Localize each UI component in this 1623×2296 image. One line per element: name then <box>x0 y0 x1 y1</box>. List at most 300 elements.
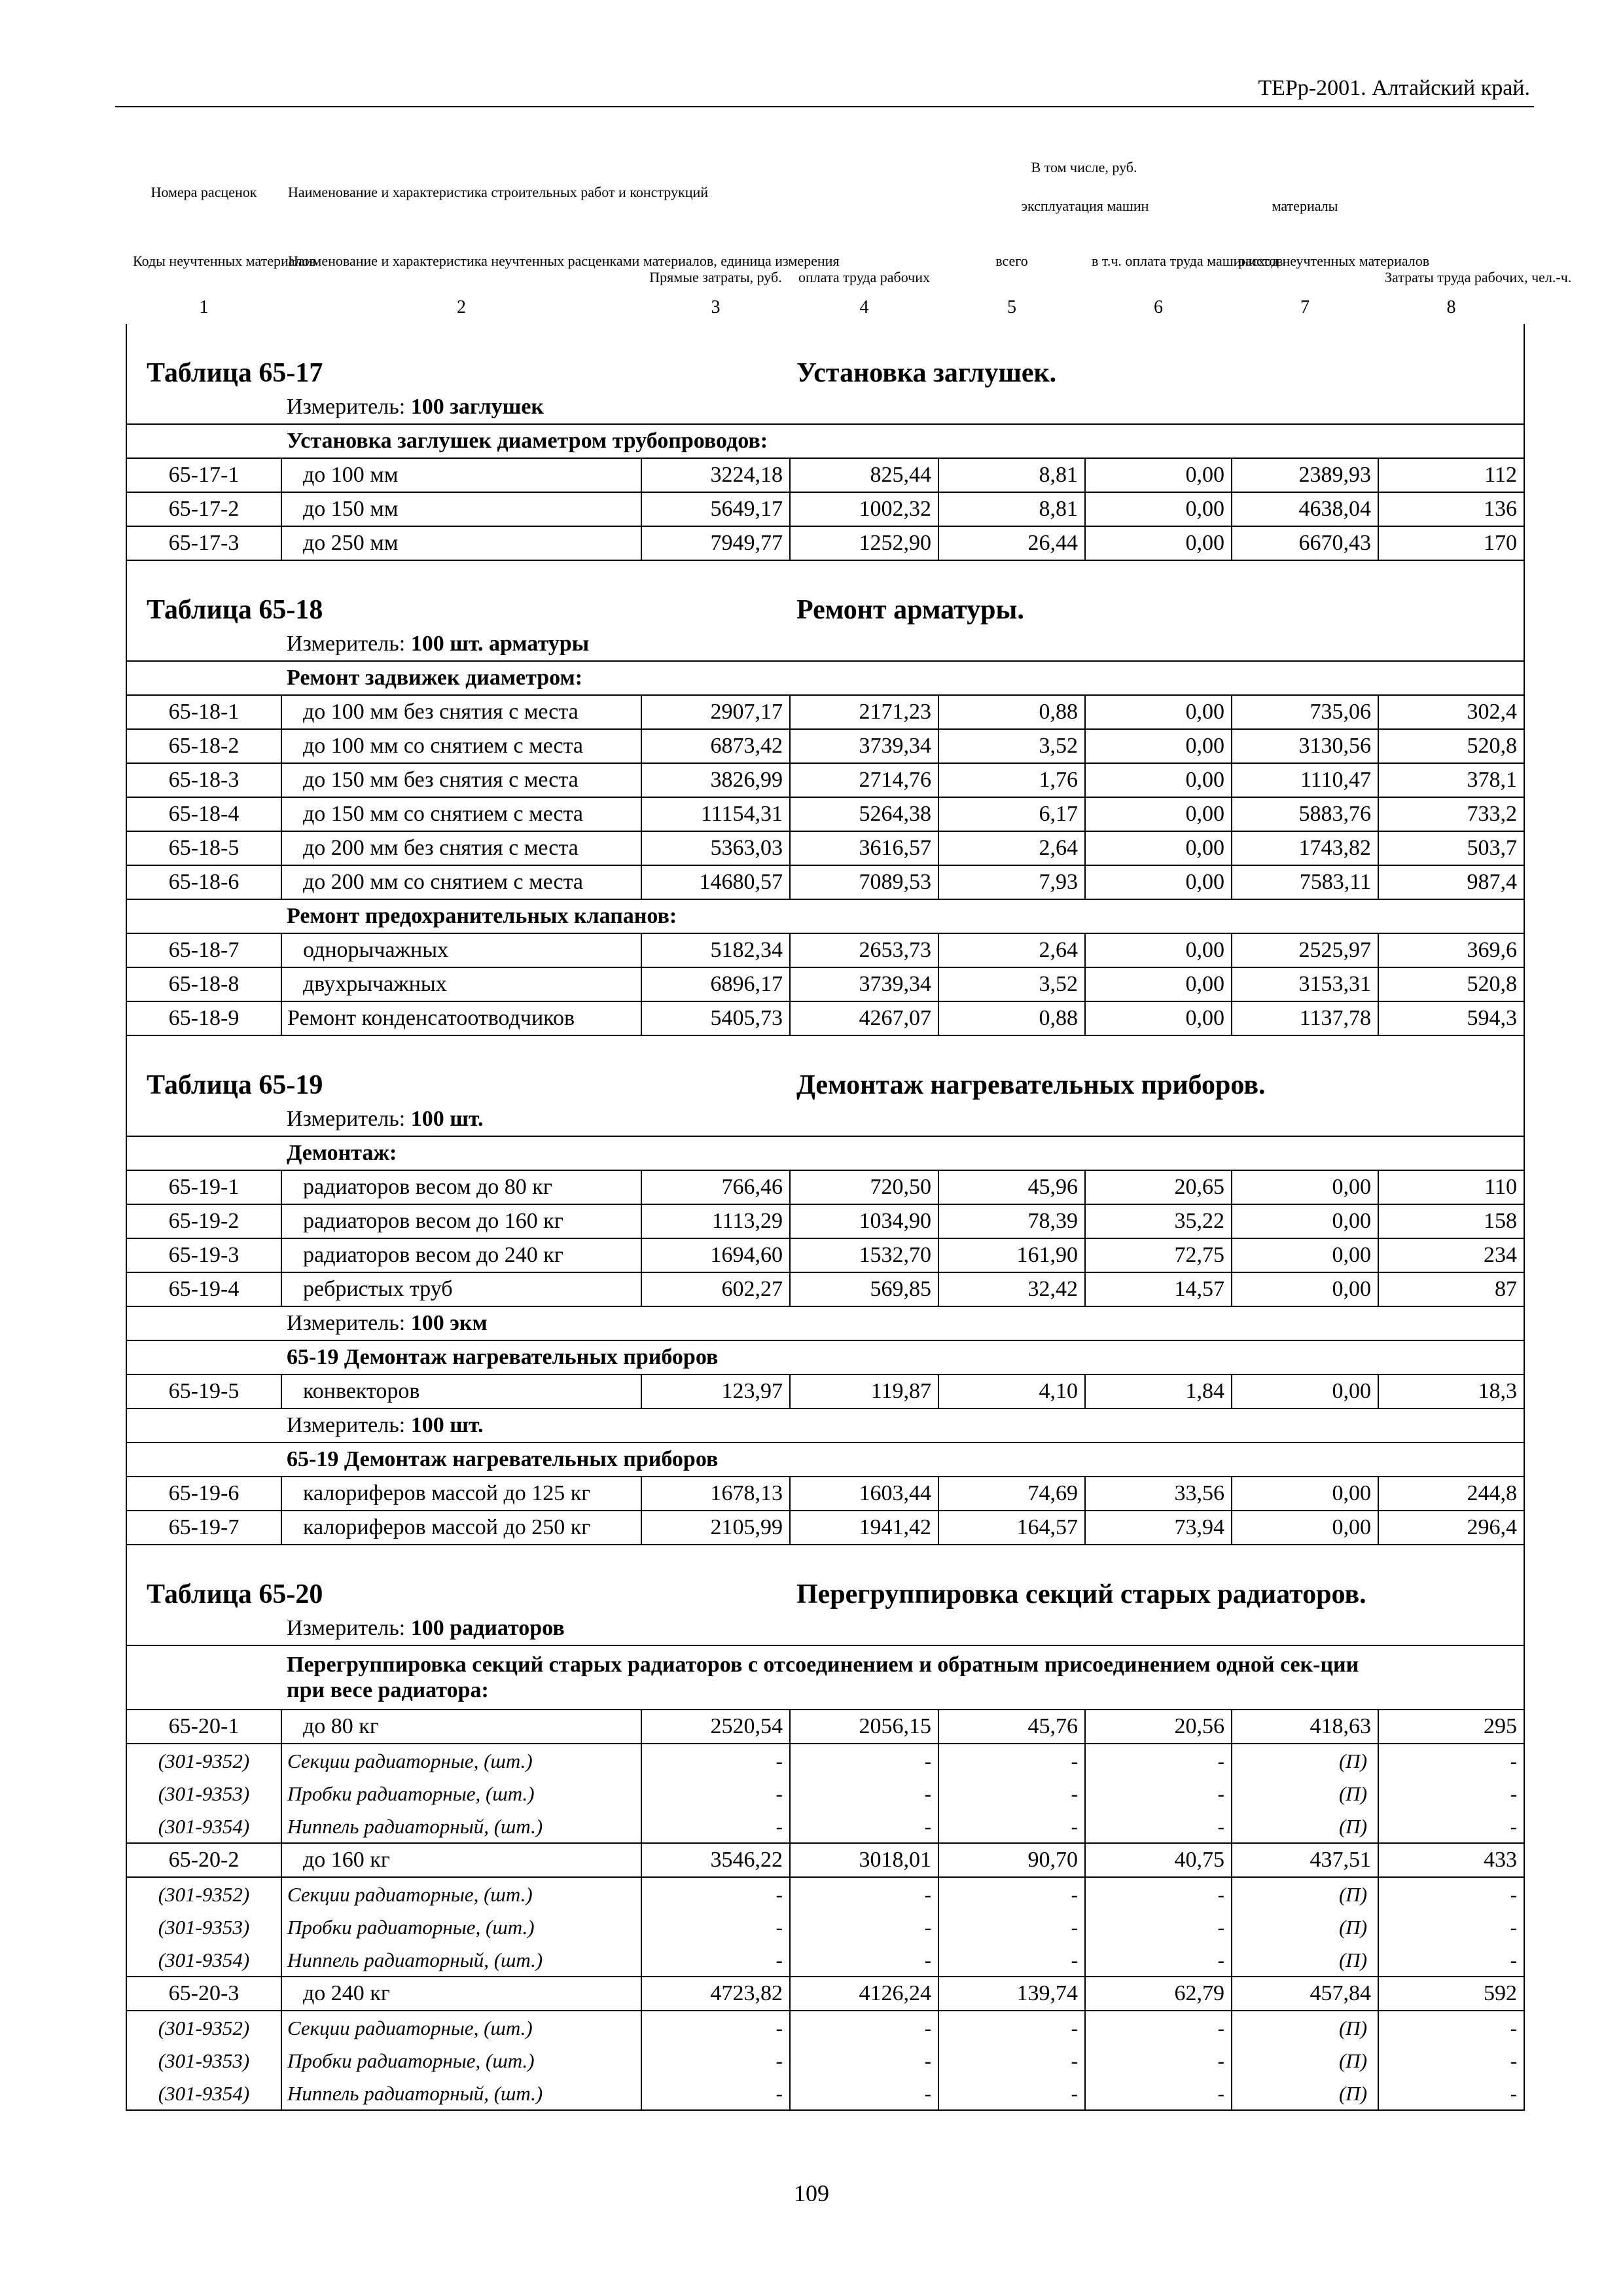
incl-header: В том числе, руб. <box>1031 159 1137 175</box>
rate-name: ребристых труб <box>281 1272 641 1306</box>
material-value: - <box>938 1877 1085 1910</box>
rate-value: 20,65 <box>1085 1170 1232 1204</box>
rate-value: 0,88 <box>938 1001 1085 1035</box>
rate-code: 65-20-2 <box>126 1843 281 1877</box>
measure-cell <box>281 1612 1378 1645</box>
rate-name: конвекторов <box>281 1374 641 1408</box>
rate-name: до 200 мм со снятием с места <box>281 865 641 899</box>
rate-code: 65-17-3 <box>126 526 281 560</box>
rate-name: радиаторов весом до 80 кг <box>281 1170 641 1204</box>
material-row <box>126 2044 1524 2077</box>
measure-empty-cell <box>126 628 281 661</box>
material-value: - <box>938 2077 1085 2110</box>
material-value: - <box>938 1810 1085 1843</box>
rate-value: 1603,44 <box>790 1477 938 1511</box>
section-row <box>126 899 1524 933</box>
material-value: - <box>1085 1777 1232 1810</box>
rate-name: до 240 кг <box>281 1977 641 2011</box>
rate-code: 65-20-3 <box>126 1977 281 2011</box>
rate-value: 3616,57 <box>790 831 938 865</box>
rate-value: 110 <box>1378 1170 1524 1204</box>
rate-value: 0,00 <box>1232 1374 1378 1408</box>
rate-value: 1113,29 <box>641 1204 790 1238</box>
rate-value: 123,97 <box>641 1374 790 1408</box>
rate-value: 6670,43 <box>1232 526 1378 560</box>
rate-value: 7949,77 <box>641 526 790 560</box>
rate-value: 5264,38 <box>790 797 938 831</box>
measure-cell <box>281 1103 1378 1136</box>
rate-value: 45,76 <box>938 1710 1085 1744</box>
table-label: Таблица 65-20 <box>126 1545 790 1612</box>
column-numbers-row <box>126 291 1524 324</box>
material-value: (П) <box>1232 1744 1378 1777</box>
material-value: - <box>1085 2077 1232 2110</box>
rate-code: 65-19-7 <box>126 1511 281 1545</box>
rate-value: 139,74 <box>938 1977 1085 2011</box>
material-value: - <box>1378 1877 1524 1910</box>
material-value: - <box>938 1910 1085 1943</box>
rate-value: 3,52 <box>938 967 1085 1001</box>
rate-value: 1694,60 <box>641 1238 790 1272</box>
rate-value: 62,79 <box>1085 1977 1232 2011</box>
material-value: - <box>1378 2044 1524 2077</box>
rate-name: однорычажных <box>281 933 641 967</box>
rate-value: 503,7 <box>1378 831 1524 865</box>
material-code: (301-9354) <box>126 1810 281 1843</box>
rate-row <box>126 797 1524 831</box>
rate-value: 2907,17 <box>641 695 790 729</box>
table-title-row <box>126 324 1524 391</box>
material-value: - <box>938 1943 1085 1977</box>
rate-value: 119,87 <box>790 1374 938 1408</box>
material-value: - <box>1085 1744 1232 1777</box>
rate-value: 14,57 <box>1085 1272 1232 1306</box>
rate-row <box>126 933 1524 967</box>
rate-value: 4126,24 <box>790 1977 938 2011</box>
rate-value: 3739,34 <box>790 967 938 1001</box>
rate-value: 2714,76 <box>790 763 938 797</box>
rate-value: 457,84 <box>1232 1977 1378 2011</box>
rate-value: 33,56 <box>1085 1477 1232 1511</box>
material-name: Секции радиаторные, (шт.) <box>281 1877 641 1910</box>
section-empty-cell <box>126 1340 281 1374</box>
running-header-text: ТЕРр-2001. Алтайский край. <box>1258 76 1530 100</box>
material-value: - <box>790 1810 938 1843</box>
rate-code: 65-19-6 <box>126 1477 281 1511</box>
rate-value: 0,00 <box>1085 933 1232 967</box>
material-value: - <box>790 1744 938 1777</box>
rate-code: 65-18-6 <box>126 865 281 899</box>
rate-name: до 160 кг <box>281 1843 641 1877</box>
rate-value: 73,94 <box>1085 1511 1232 1545</box>
measure-value: 100 шт. арматуры <box>410 632 590 656</box>
rate-name: до 100 мм <box>281 458 641 492</box>
column-number: 2 <box>457 297 466 317</box>
rate-value: 18,3 <box>1378 1374 1524 1408</box>
rate-value: 3018,01 <box>790 1843 938 1877</box>
measure-label: Измеритель: <box>287 1311 406 1335</box>
measure-empty-cell <box>126 1103 281 1136</box>
rate-row <box>126 1977 1524 2011</box>
rate-value: 1252,90 <box>790 526 938 560</box>
rate-value: 1,84 <box>1085 1374 1232 1408</box>
rate-value: 11154,31 <box>641 797 790 831</box>
material-value: - <box>1085 1910 1232 1943</box>
rate-value: 170 <box>1378 526 1524 560</box>
material-value: - <box>641 1943 790 1977</box>
rate-code: 65-18-4 <box>126 797 281 831</box>
material-row <box>126 1943 1524 1977</box>
machines-header: эксплуатация машин <box>1021 198 1149 214</box>
rate-value: 720,50 <box>790 1170 938 1204</box>
section-row <box>126 424 1524 458</box>
rate-code: 65-18-5 <box>126 831 281 865</box>
section-empty-cell <box>1378 1645 1524 1710</box>
material-value: - <box>790 1910 938 1943</box>
rate-value: 1941,42 <box>790 1511 938 1545</box>
measure-value: 100 экм <box>410 1311 488 1335</box>
measure-empty-cell <box>1378 628 1524 661</box>
material-value: (П) <box>1232 1810 1378 1843</box>
rate-value: 592 <box>1378 1977 1524 2011</box>
rate-code: 65-18-2 <box>126 729 281 763</box>
rate-value: 40,75 <box>1085 1843 1232 1877</box>
material-name: Пробки радиаторные, (шт.) <box>281 2044 641 2077</box>
material-value: - <box>641 1744 790 1777</box>
rate-value: 161,90 <box>938 1238 1085 1272</box>
material-value: (П) <box>1232 1777 1378 1810</box>
section-empty-cell <box>126 899 281 933</box>
material-row <box>126 1810 1524 1843</box>
rate-row <box>126 1511 1524 1545</box>
col4-header: оплата труда рабочих <box>798 269 930 285</box>
section-row <box>126 1136 1524 1170</box>
table-label: Таблица 65-17 <box>126 324 790 391</box>
rate-row <box>126 1710 1524 1744</box>
rate-value: 164,57 <box>938 1511 1085 1545</box>
rate-value: 0,00 <box>1085 492 1232 526</box>
rate-value: 4,10 <box>938 1374 1085 1408</box>
material-value: - <box>790 1943 938 1977</box>
rate-value: 74,69 <box>938 1477 1085 1511</box>
table-title-row <box>126 1035 1524 1103</box>
rate-code: 65-20-1 <box>126 1710 281 1744</box>
rate-name: Ремонт конденсатоотводчиков <box>281 1001 641 1035</box>
measure-empty-cell <box>126 1408 281 1443</box>
rate-value: 3546,22 <box>641 1843 790 1877</box>
rate-value: 0,00 <box>1232 1272 1378 1306</box>
rate-value: 735,06 <box>1232 695 1378 729</box>
section-empty-cell <box>126 1136 281 1170</box>
rate-value: 4638,04 <box>1232 492 1378 526</box>
rate-name: калориферов массой до 125 кг <box>281 1477 641 1511</box>
rate-code: 65-19-4 <box>126 1272 281 1306</box>
rate-code: 65-18-3 <box>126 763 281 797</box>
rate-row <box>126 492 1524 526</box>
rate-value: 6896,17 <box>641 967 790 1001</box>
rate-value: 0,00 <box>1085 729 1232 763</box>
materials-header: материалы <box>1272 198 1338 214</box>
table-label: Таблица 65-18 <box>126 560 790 628</box>
rate-value: 2,64 <box>938 933 1085 967</box>
rate-value: 1002,32 <box>790 492 938 526</box>
rate-code: 65-19-3 <box>126 1238 281 1272</box>
section-row <box>126 661 1524 695</box>
rate-value: 0,00 <box>1232 1477 1378 1511</box>
material-value: (П) <box>1232 2077 1378 2110</box>
rate-row <box>126 458 1524 492</box>
rate-value: 2520,54 <box>641 1710 790 1744</box>
material-code: (301-9354) <box>126 1943 281 1977</box>
column-number: 5 <box>1007 297 1016 317</box>
rate-value: 295 <box>1378 1710 1524 1744</box>
section-title: 65-19 Демонтаж нагревательных приборов <box>281 1340 1378 1374</box>
section-title: Установка заглушек диаметром трубопроводов: <box>281 424 1378 458</box>
column-number: 6 <box>1154 297 1163 317</box>
rate-row <box>126 1843 1524 1877</box>
rate-name: до 100 мм без снятия с места <box>281 695 641 729</box>
material-value: - <box>938 2011 1085 2044</box>
material-value: - <box>1378 1810 1524 1843</box>
material-value: - <box>790 2044 938 2077</box>
measure-row <box>126 1306 1524 1340</box>
rate-code: 65-18-8 <box>126 967 281 1001</box>
rate-value: 7,93 <box>938 865 1085 899</box>
table-body <box>126 324 1524 2110</box>
rate-value: 0,00 <box>1085 695 1232 729</box>
material-name: Пробки радиаторные, (шт.) <box>281 1777 641 1810</box>
rate-value: 8,81 <box>938 492 1085 526</box>
material-value: - <box>790 1777 938 1810</box>
rate-value: 3826,99 <box>641 763 790 797</box>
rate-code: 65-18-7 <box>126 933 281 967</box>
material-name: Ниппель радиаторный, (шт.) <box>281 2077 641 2110</box>
column-number: 8 <box>1446 297 1456 317</box>
rate-value: 158 <box>1378 1204 1524 1238</box>
section-title: Ремонт предохранительных клапанов: <box>281 899 1378 933</box>
rate-name: до 100 мм со снятием с места <box>281 729 641 763</box>
material-value: - <box>1378 2011 1524 2044</box>
table-title: Ремонт арматуры. <box>790 560 1524 628</box>
section-empty-cell <box>126 1443 281 1477</box>
material-row <box>126 2011 1524 2044</box>
material-row <box>126 1877 1524 1910</box>
rate-row <box>126 729 1524 763</box>
rate-value: 0,00 <box>1232 1204 1378 1238</box>
material-value: - <box>1378 2077 1524 2110</box>
rate-name: до 80 кг <box>281 1710 641 1744</box>
rate-value: 2525,97 <box>1232 933 1378 967</box>
material-name: Ниппель радиаторный, (шт.) <box>281 1943 641 1977</box>
material-value: - <box>641 2011 790 2044</box>
rate-value: 244,8 <box>1378 1477 1524 1511</box>
rate-value: 5405,73 <box>641 1001 790 1035</box>
material-name: Секции радиаторные, (шт.) <box>281 1744 641 1777</box>
section-empty-cell <box>1378 1136 1524 1170</box>
rate-value: 1034,90 <box>790 1204 938 1238</box>
rate-value: 302,4 <box>1378 695 1524 729</box>
rate-value: 2056,15 <box>790 1710 938 1744</box>
table-title: Установка заглушек. <box>790 324 1524 391</box>
rate-value: 0,00 <box>1232 1170 1378 1204</box>
rate-code: 65-18-1 <box>126 695 281 729</box>
rate-value: 0,00 <box>1085 526 1232 560</box>
rate-value: 3153,31 <box>1232 967 1378 1001</box>
material-value: - <box>1378 1910 1524 1943</box>
rate-row <box>126 1272 1524 1306</box>
table-title: Демонтаж нагревательных приборов. <box>790 1035 1524 1103</box>
column-number: 4 <box>859 297 869 317</box>
section-empty-cell <box>1378 1443 1524 1477</box>
material-value: - <box>790 2011 938 2044</box>
section-title: Перегруппировка секций старых радиаторов с отсоединением и обратным присоединением одной сек-ции при весе радиатора: <box>281 1645 1378 1710</box>
measure-value: 100 заглушек <box>410 395 544 419</box>
material-value: - <box>938 1777 1085 1810</box>
material-code: (301-9353) <box>126 1910 281 1943</box>
rate-value: 594,3 <box>1378 1001 1524 1035</box>
material-value: - <box>641 1810 790 1843</box>
col1-header-bottom: Коды неучтенных материалов <box>133 253 317 269</box>
rate-value: 78,39 <box>938 1204 1085 1238</box>
material-value: - <box>790 2077 938 2110</box>
rate-value: 2389,93 <box>1232 458 1378 492</box>
rate-value: 1678,13 <box>641 1477 790 1511</box>
measure-label: Измеритель: <box>287 1413 406 1437</box>
material-value: - <box>1378 1744 1524 1777</box>
rate-value: 825,44 <box>790 458 938 492</box>
page-number: 109 <box>794 2180 829 2206</box>
section-row <box>126 1340 1524 1374</box>
rate-name: радиаторов весом до 160 кг <box>281 1204 641 1238</box>
rate-row <box>126 1170 1524 1204</box>
table-title-row <box>126 560 1524 628</box>
rate-name: до 200 мм без снятия с места <box>281 831 641 865</box>
rate-value: 112 <box>1378 458 1524 492</box>
material-value: - <box>641 1777 790 1810</box>
rate-value: 3224,18 <box>641 458 790 492</box>
material-value: - <box>641 2077 790 2110</box>
rate-value: 0,00 <box>1085 831 1232 865</box>
material-row <box>126 2077 1524 2110</box>
material-code: (301-9353) <box>126 1777 281 1810</box>
material-value: - <box>790 1877 938 1910</box>
measure-label: Измеритель: <box>287 632 406 656</box>
rate-value: 0,00 <box>1232 1511 1378 1545</box>
rate-value: 766,46 <box>641 1170 790 1204</box>
material-value: (П) <box>1232 2011 1378 2044</box>
rate-value: 2,64 <box>938 831 1085 865</box>
table-title: Перегруппировка секций старых радиаторов. <box>790 1545 1524 1612</box>
rate-value: 5182,34 <box>641 933 790 967</box>
measure-row <box>126 628 1524 661</box>
rate-value: 0,88 <box>938 695 1085 729</box>
rate-value: 437,51 <box>1232 1843 1378 1877</box>
measure-label: Измеритель: <box>287 395 406 419</box>
col2-header-bottom: Наименование и характеристика неучтенных расценками материалов, единица измерения <box>288 253 840 269</box>
material-value: - <box>1085 1943 1232 1977</box>
rate-value: 0,00 <box>1085 1001 1232 1035</box>
running-header <box>115 73 1534 107</box>
section-row <box>126 1645 1524 1710</box>
rate-value: 87 <box>1378 1272 1524 1306</box>
rate-value: 369,6 <box>1378 933 1524 967</box>
rate-value: 45,96 <box>938 1170 1085 1204</box>
rate-value: 136 <box>1378 492 1524 526</box>
section-empty-cell <box>1378 1340 1524 1374</box>
col5-header: всего <box>995 253 1028 269</box>
measure-row <box>126 1103 1524 1136</box>
material-value: (П) <box>1232 1877 1378 1910</box>
material-name: Секции радиаторные, (шт.) <box>281 2011 641 2044</box>
section-title: Ремонт задвижек диаметром: <box>281 661 1378 695</box>
material-value: (П) <box>1232 1910 1378 1943</box>
material-value: - <box>938 1744 1085 1777</box>
rates-table <box>126 154 1572 2111</box>
material-row <box>126 1744 1524 1777</box>
rate-value: 418,63 <box>1232 1710 1378 1744</box>
measure-value: 100 шт. <box>410 1413 484 1437</box>
section-title: Демонтаж: <box>281 1136 1378 1170</box>
rate-name: до 150 мм со снятием с места <box>281 797 641 831</box>
rate-value: 5883,76 <box>1232 797 1378 831</box>
rate-value: 1532,70 <box>790 1238 938 1272</box>
rate-value: 8,81 <box>938 458 1085 492</box>
section-empty-cell <box>126 424 281 458</box>
rate-value: 433 <box>1378 1843 1524 1877</box>
rate-value: 72,75 <box>1085 1238 1232 1272</box>
rate-name: калориферов массой до 250 кг <box>281 1511 641 1545</box>
rate-row <box>126 967 1524 1001</box>
rate-value: 2653,73 <box>790 933 938 967</box>
section-title: 65-19 Демонтаж нагревательных приборов <box>281 1443 1378 1477</box>
measure-empty-cell <box>1378 1612 1524 1645</box>
rate-value: 1110,47 <box>1232 763 1378 797</box>
measure-row <box>126 1408 1524 1443</box>
rate-row <box>126 1204 1524 1238</box>
measure-row <box>126 391 1524 424</box>
rate-value: 3,52 <box>938 729 1085 763</box>
rate-value: 4723,82 <box>641 1977 790 2011</box>
section-empty-cell <box>126 1645 281 1710</box>
rate-code: 65-17-2 <box>126 492 281 526</box>
material-row <box>126 1910 1524 1943</box>
rate-row <box>126 1238 1524 1272</box>
column-number: 3 <box>711 297 721 317</box>
rate-value: 296,4 <box>1378 1511 1524 1545</box>
rate-value: 3130,56 <box>1232 729 1378 763</box>
col7-header: расход неучтенных материалов <box>1238 253 1430 269</box>
rate-value: 987,4 <box>1378 865 1524 899</box>
material-value: - <box>1378 1943 1524 1977</box>
material-name: Пробки радиаторные, (шт.) <box>281 1910 641 1943</box>
rate-name: до 150 мм без снятия с места <box>281 763 641 797</box>
material-code: (301-9353) <box>126 2044 281 2077</box>
material-code: (301-9352) <box>126 2011 281 2044</box>
measure-empty-cell <box>1378 391 1524 424</box>
measure-empty-cell <box>1378 1408 1524 1443</box>
rate-row <box>126 865 1524 899</box>
col3-header: Прямые затраты, руб. <box>649 269 782 285</box>
rate-value: 520,8 <box>1378 967 1524 1001</box>
rate-value: 0,00 <box>1085 797 1232 831</box>
rate-value: 26,44 <box>938 526 1085 560</box>
rate-row <box>126 695 1524 729</box>
rate-value: 5649,17 <box>641 492 790 526</box>
col2-header-top: Наименование и характеристика строительных работ и конструкций <box>288 184 709 200</box>
section-empty-cell <box>1378 661 1524 695</box>
section-empty-cell <box>1378 424 1524 458</box>
rate-value: 0,00 <box>1232 1238 1378 1272</box>
